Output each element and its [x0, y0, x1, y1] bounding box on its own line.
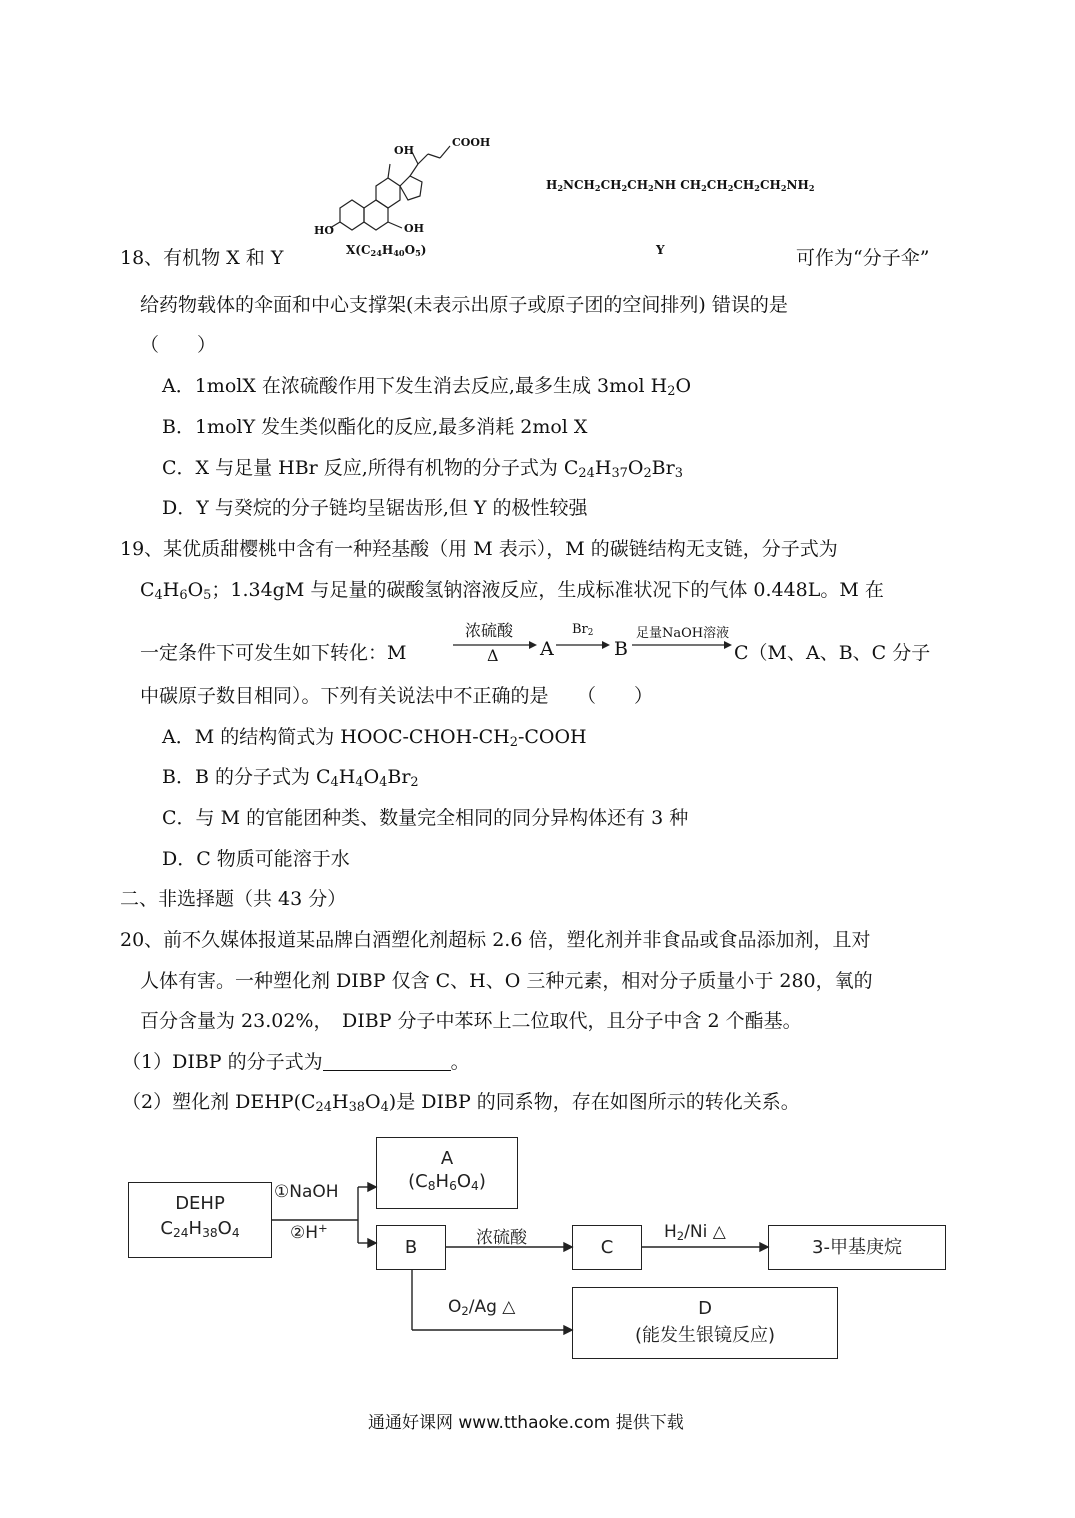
q18-line2: 给药物载体的伞面和中心支撑架(未表示出原子或原子团的空间排列) 错误的是 [140, 294, 788, 316]
q20-line1: 20、前不久媒体报道某品牌白酒塑化剂超标 2.6 倍，塑化剂并非食品或食品添加剂，且对 [120, 929, 871, 951]
oh-label-bottom: OH [404, 222, 424, 235]
q20-sub1: （1）DIBP 的分子式为 。 [122, 1051, 470, 1073]
x-formula-label: $X(C_{24}H_{40}O_5)$ [346, 243, 427, 259]
ho-label: HO [314, 224, 334, 237]
q19-line3-pre: 一定条件下可发生如下转化：M [140, 642, 407, 664]
q19-line4: 中碳原子数目相同）。下列有关说法中不正确的是 （ ） [140, 685, 654, 707]
q19-line2: $C_4H_6O_5$；1.34gM 与足量的碳酸氢钠溶液反应，生成标准状况下的气体 0.448L。M 在 [140, 579, 884, 604]
step-acid: ②H+ [290, 1221, 328, 1243]
arrow-right-icon [556, 640, 610, 650]
d-box [572, 1287, 838, 1359]
q20-line3: 百分含量为 23.02%， DIBP 分子中苯环上二位取代，且分子中含 2 个酯基。 [140, 1010, 802, 1032]
arrow-2-top: $Br_2$ [572, 622, 594, 639]
q20-sub2: （2）塑化剂 $DEHP(C_{24}H_{38}O_4)$是 DIBP 的同系物，存在如图所示的转化关系。 [122, 1091, 800, 1116]
q19-line1: 19、某优质甜樱桃中含有一种羟基酸（用 M 表示），M 的碳链结构无支链，分子式为 [120, 538, 838, 560]
c-name: C [600, 1237, 614, 1258]
o2-ag-label: $O_2/Ag$ △ [448, 1297, 516, 1318]
b-name: B [404, 1237, 418, 1258]
d-name: D [698, 1298, 712, 1319]
arrow-1-bottom: Δ [487, 646, 499, 665]
q19-option-d[interactable]: D．C 物质可能溶于水 [162, 848, 350, 870]
arrow-1 [453, 618, 537, 668]
oh-label-top: OH [394, 144, 414, 157]
answer-blank[interactable] [323, 1052, 451, 1071]
q19-option-c[interactable]: C．与 M 的官能团种类、数量完全相同的同分异构体还有 3 种 [162, 807, 689, 829]
structure-x [300, 130, 520, 258]
arrow-2 [556, 622, 610, 662]
dehp-name: DEHP [175, 1193, 225, 1214]
c-box [572, 1225, 642, 1270]
a-formula: $(C_8H_6O_4)$ [408, 1171, 486, 1194]
a-name: A [440, 1148, 454, 1169]
conc-sulfuric-acid-label: 浓硫酸 [476, 1228, 527, 1248]
q18-option-d[interactable]: D．Y 与癸烷的分子链均呈锯齿形,但 Y 的极性较强 [162, 497, 588, 519]
cooh-label: COOH [452, 136, 491, 149]
section-2-heading: 二、非选择题（共 43 分） [120, 888, 347, 910]
q18-lead: 18、有机物 X 和 Y [120, 247, 284, 269]
q18-option-a[interactable]: A．1molX 在浓硫酸作用下发生消去反应,最多生成 3mol $H_2O$ [162, 375, 692, 400]
product-name: 3-甲基庚烷 [812, 1237, 902, 1258]
a-box [376, 1137, 518, 1209]
q19-b: B [614, 638, 628, 660]
q18-option-b[interactable]: B．1molY 发生类似酯化的反应,最多消耗 2mol X [162, 416, 588, 438]
q19-option-b[interactable]: B．B 的分子式为 $C_4H_4O_4Br_2$ [162, 766, 419, 791]
arrow-right-icon [632, 640, 732, 650]
conversion-flowchart [0, 1125, 1075, 1365]
arrow-3 [632, 622, 732, 662]
b-box [376, 1225, 446, 1270]
step-naoh: ①NaOH [274, 1182, 339, 1202]
y-label: Y [656, 243, 665, 257]
d-note: (能发生银镜反应) [634, 1325, 776, 1346]
arrow-1-top: 浓硫酸 [465, 621, 514, 640]
q19-conversion-line [140, 618, 970, 670]
q19-a: A [540, 638, 554, 660]
q18-answer-paren: （ ） [140, 334, 217, 356]
h2-ni-label: $H_2/Ni$ △ [664, 1222, 726, 1243]
arrow-3-top: 足量NaOH溶液 [636, 626, 730, 641]
footer-source: 通通好课网 www.tthaoke.com 提供下载 [368, 1413, 684, 1433]
q19-line3-post: C（M、A、B、C 分子 [734, 642, 931, 664]
y-formula: $H_2NCH_2CH_2CH_2NH$ $CH_2CH_2CH_2CH_2NH_2$ [546, 178, 815, 194]
product-box [768, 1225, 946, 1270]
q19-option-a[interactable]: A．M 的结构简式为 HOOC-$CHOH-CH_2$-COOH [162, 726, 587, 751]
q20-line2: 人体有害。一种塑化剂 DIBP 仅含 C、H、O 三种元素，相对分子质量小于 280，氧的 [140, 970, 873, 992]
dehp-formula: $C_{24}H_{38}O_4$ [160, 1218, 240, 1241]
dehp-box [128, 1182, 272, 1258]
q18-tail: 可作为“分子伞” [796, 247, 930, 269]
q18-option-c[interactable]: C．X 与足量 HBr 反应,所得有机物的分子式为 $C_{24}H_{37}O_2Br_3$ [162, 457, 683, 482]
